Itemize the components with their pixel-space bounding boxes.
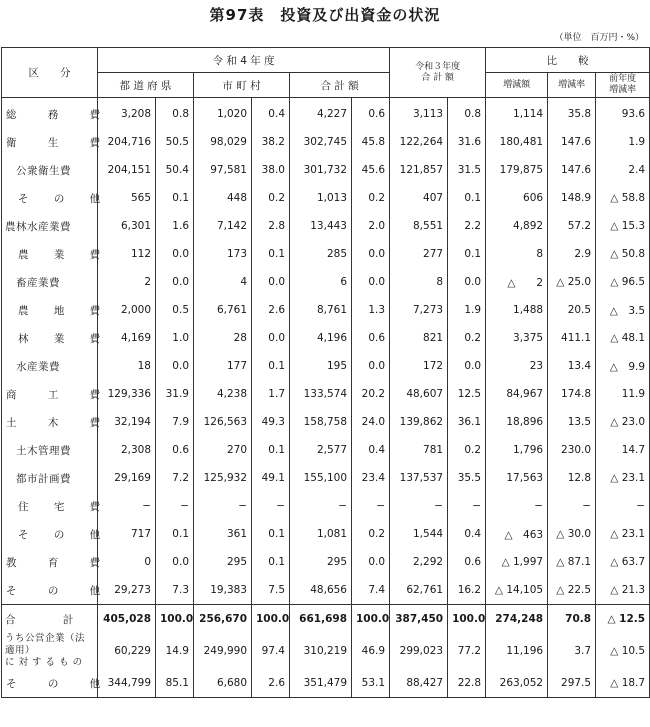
cell-value: 204,151 — [98, 156, 156, 184]
cell-value: 0.0 — [156, 240, 194, 268]
cell-value: 50.5 — [156, 128, 194, 156]
cell-value: 0.0 — [252, 324, 290, 352]
cell-value: 100.0 — [352, 605, 390, 634]
cell-value: 4,892 — [486, 212, 548, 240]
cell-value: 195 — [290, 352, 352, 380]
cell-value: 179,875 — [486, 156, 548, 184]
cell-value: 1.3 — [352, 296, 390, 324]
row-label: 合 計 — [2, 605, 98, 634]
cell-value: 1,013 — [290, 184, 352, 212]
cell-value: 13.4 — [548, 352, 596, 380]
cell-value: △ 22.5 — [548, 576, 596, 605]
row-label: 衛 生 費 — [2, 128, 98, 156]
cell-value: △ 1,997 — [486, 548, 548, 576]
cell-value: 263,052 — [486, 669, 548, 698]
cell-value: 256,670 — [194, 605, 252, 634]
cell-value: − — [156, 492, 194, 520]
cell-value: 19,383 — [194, 576, 252, 605]
cell-value: 0.4 — [252, 98, 290, 129]
cell-value: 0.6 — [352, 98, 390, 129]
cell-value: − — [252, 492, 290, 520]
cell-value: 46.9 — [352, 633, 390, 669]
cell-value: 17,563 — [486, 464, 548, 492]
cell-value: 1,488 — [486, 296, 548, 324]
cell-value: 0.2 — [352, 520, 390, 548]
table-row — [2, 408, 650, 436]
cell-value: 13.5 — [548, 408, 596, 436]
cell-value: 0.1 — [448, 184, 486, 212]
row-label: そ の 他 — [2, 576, 98, 605]
cell-value: 297.5 — [548, 669, 596, 698]
cell-value: 155,100 — [290, 464, 352, 492]
cell-value: 0.1 — [252, 436, 290, 464]
cell-value: 147.6 — [548, 128, 596, 156]
cell-value: 2.2 — [448, 212, 486, 240]
cell-value: 18,896 — [486, 408, 548, 436]
cell-value: 172 — [390, 352, 448, 380]
cell-value: 18 — [98, 352, 156, 380]
header-prev-rate: 前年度 増減率 — [596, 73, 650, 98]
cell-value: 1,081 — [290, 520, 352, 548]
cell-value: 204,716 — [98, 128, 156, 156]
cell-value: 53.1 — [352, 669, 390, 698]
cell-value: 98,029 — [194, 128, 252, 156]
cell-value: 57.2 — [548, 212, 596, 240]
cell-value: 11.9 — [596, 380, 650, 408]
cell-value: 249,990 — [194, 633, 252, 669]
cell-value: 62,761 — [390, 576, 448, 605]
cell-value: 8 — [486, 240, 548, 268]
cell-value: 821 — [390, 324, 448, 352]
cell-value: 0.1 — [252, 240, 290, 268]
header-muni: 市 町 村 — [194, 73, 290, 98]
cell-value: 20.5 — [548, 296, 596, 324]
header-r3: 令和３年度 合 計 額 — [390, 48, 486, 98]
cell-value: △ 58.8 — [596, 184, 650, 212]
table-row — [2, 464, 650, 492]
cell-value: 14.9 — [156, 633, 194, 669]
table-row — [2, 436, 650, 464]
cell-value: 2,292 — [390, 548, 448, 576]
cell-value: 12.5 — [448, 380, 486, 408]
cell-value: 6,301 — [98, 212, 156, 240]
cell-value: 48,656 — [290, 576, 352, 605]
cell-value: 781 — [390, 436, 448, 464]
header-diff: 増減額 — [486, 73, 548, 98]
cell-value: 31.5 — [448, 156, 486, 184]
cell-value: 0.0 — [156, 548, 194, 576]
cell-value: 285 — [290, 240, 352, 268]
cell-value: △ 23.1 — [596, 464, 650, 492]
cell-value: 7,273 — [390, 296, 448, 324]
cell-value: 361 — [194, 520, 252, 548]
cell-value: 0.1 — [252, 548, 290, 576]
cell-value: △ 25.0 — [548, 268, 596, 296]
row-label: 住 宅 費 — [2, 492, 98, 520]
header-total: 合 計 額 — [290, 73, 390, 98]
cell-value: 0.0 — [352, 268, 390, 296]
cell-value: 3,113 — [390, 98, 448, 129]
cell-value: 7.2 — [156, 464, 194, 492]
cell-value: △ 3.5 — [596, 296, 650, 324]
table-row — [2, 520, 650, 548]
cell-value: 277 — [390, 240, 448, 268]
row-label: 都市計画費 — [2, 464, 98, 492]
cell-value: 126,563 — [194, 408, 252, 436]
cell-value: 121,857 — [390, 156, 448, 184]
unit-note: （単位 百万円・%） — [554, 33, 644, 43]
cell-value: 1.9 — [448, 296, 486, 324]
cell-value: − — [194, 492, 252, 520]
header-category: 区 分 — [2, 48, 98, 98]
table-row — [2, 128, 650, 156]
cell-value: 295 — [194, 548, 252, 576]
cell-value: 77.2 — [448, 633, 486, 669]
cell-value: 0.1 — [156, 520, 194, 548]
table-title: 第97表 投資及び出資金の状況 — [209, 6, 441, 24]
cell-value: 100.0 — [156, 605, 194, 634]
cell-value: − — [548, 492, 596, 520]
table-row — [2, 669, 650, 698]
cell-value: 661,698 — [290, 605, 352, 634]
cell-value: △ 14,105 — [486, 576, 548, 605]
cell-value: △ 63.7 — [596, 548, 650, 576]
cell-value: 100.0 — [252, 605, 290, 634]
cell-value: 129,336 — [98, 380, 156, 408]
row-label: 水産業費 — [2, 352, 98, 380]
cell-value: 0.4 — [352, 436, 390, 464]
cell-value: 0.1 — [252, 520, 290, 548]
cell-value: 7,142 — [194, 212, 252, 240]
table-row — [2, 184, 650, 212]
cell-value: 2.0 — [352, 212, 390, 240]
cell-value: 11,196 — [486, 633, 548, 669]
cell-value: 0.0 — [352, 240, 390, 268]
cell-value: 606 — [486, 184, 548, 212]
cell-value: 45.8 — [352, 128, 390, 156]
cell-value: 23 — [486, 352, 548, 380]
cell-value: 13,443 — [290, 212, 352, 240]
cell-value: 1.9 — [596, 128, 650, 156]
cell-value: 45.6 — [352, 156, 390, 184]
cell-value: 0.2 — [448, 436, 486, 464]
cell-value: − — [596, 492, 650, 520]
cell-value: 60,229 — [98, 633, 156, 669]
cell-value: 23.4 — [352, 464, 390, 492]
cell-value: 274,248 — [486, 605, 548, 634]
row-label: うち公営企業（法適用） に 対 す る も の — [2, 633, 98, 669]
table-row — [2, 492, 650, 520]
cell-value: 6,680 — [194, 669, 252, 698]
cell-value: 0.0 — [448, 268, 486, 296]
cell-value: △ 10.5 — [596, 633, 650, 669]
cell-value: 2.6 — [252, 296, 290, 324]
table-row — [2, 605, 650, 634]
cell-value: 4,196 — [290, 324, 352, 352]
cell-value: 88,427 — [390, 669, 448, 698]
cell-value: 31.9 — [156, 380, 194, 408]
cell-value: 0.2 — [352, 184, 390, 212]
cell-value: 16.2 — [448, 576, 486, 605]
cell-value: 147.6 — [548, 156, 596, 184]
cell-value: 8,551 — [390, 212, 448, 240]
cell-value: △ 87.1 — [548, 548, 596, 576]
cell-value: 0.8 — [448, 98, 486, 129]
header-compare: 比 較 — [486, 48, 650, 73]
cell-value: 49.1 — [252, 464, 290, 492]
cell-value: 28 — [194, 324, 252, 352]
header-pref: 都 道 府 県 — [98, 73, 194, 98]
cell-value: 1,020 — [194, 98, 252, 129]
cell-value: 97,581 — [194, 156, 252, 184]
row-label: 農 地 費 — [2, 296, 98, 324]
row-label: 総 務 費 — [2, 98, 98, 129]
cell-value: 8 — [390, 268, 448, 296]
cell-value: 29,169 — [98, 464, 156, 492]
cell-value: 0.5 — [156, 296, 194, 324]
cell-value: 1.7 — [252, 380, 290, 408]
cell-value: 180,481 — [486, 128, 548, 156]
row-label: そ の 他 — [2, 669, 98, 698]
cell-value: 0.1 — [156, 184, 194, 212]
cell-value: 22.8 — [448, 669, 486, 698]
cell-value: 4,227 — [290, 98, 352, 129]
cell-value: 0.0 — [352, 352, 390, 380]
cell-value: 125,932 — [194, 464, 252, 492]
cell-value: 48,607 — [390, 380, 448, 408]
cell-value: 0.1 — [252, 352, 290, 380]
cell-value: 1,796 — [486, 436, 548, 464]
cell-value: 2.6 — [252, 669, 290, 698]
row-label: 畜産業費 — [2, 268, 98, 296]
cell-value: 1.0 — [156, 324, 194, 352]
cell-value: 7.9 — [156, 408, 194, 436]
row-label: 農林水産業費 — [2, 212, 98, 240]
cell-value: 301,732 — [290, 156, 352, 184]
header-r4: 令 和 4 年 度 — [98, 48, 390, 73]
cell-value: 717 — [98, 520, 156, 548]
cell-value: 36.1 — [448, 408, 486, 436]
cell-value: 302,745 — [290, 128, 352, 156]
cell-value: 310,219 — [290, 633, 352, 669]
cell-value: 35.5 — [448, 464, 486, 492]
row-label: 教 育 費 — [2, 548, 98, 576]
cell-value: 2 — [98, 268, 156, 296]
cell-value: △ 23.0 — [596, 408, 650, 436]
cell-value: 139,862 — [390, 408, 448, 436]
cell-value: 565 — [98, 184, 156, 212]
cell-value: 0.6 — [352, 324, 390, 352]
cell-value: △ 50.8 — [596, 240, 650, 268]
cell-value: △ 21.3 — [596, 576, 650, 605]
cell-value: 137,537 — [390, 464, 448, 492]
cell-value: 35.8 — [548, 98, 596, 129]
cell-value: 7.4 — [352, 576, 390, 605]
cell-value: △ 96.5 — [596, 268, 650, 296]
cell-value: 31.6 — [448, 128, 486, 156]
cell-value: 2.4 — [596, 156, 650, 184]
cell-value: 1,114 — [486, 98, 548, 129]
cell-value: 2,308 — [98, 436, 156, 464]
cell-value: 299,023 — [390, 633, 448, 669]
cell-value: 0.6 — [156, 436, 194, 464]
cell-value: 122,264 — [390, 128, 448, 156]
cell-value: 112 — [98, 240, 156, 268]
cell-value: 100.0 — [448, 605, 486, 634]
table-row — [2, 296, 650, 324]
cell-value: 158,758 — [290, 408, 352, 436]
cell-value: 12.8 — [548, 464, 596, 492]
cell-value: 70.8 — [548, 605, 596, 634]
cell-value: 29,273 — [98, 576, 156, 605]
table-row — [2, 633, 650, 669]
cell-value: 0 — [98, 548, 156, 576]
table-row — [2, 324, 650, 352]
cell-value: 407 — [390, 184, 448, 212]
cell-value: 50.4 — [156, 156, 194, 184]
cell-value: 387,450 — [390, 605, 448, 634]
cell-value: 174.8 — [548, 380, 596, 408]
cell-value: − — [390, 492, 448, 520]
cell-value: 0.4 — [448, 520, 486, 548]
cell-value: 3.7 — [548, 633, 596, 669]
cell-value: 2,577 — [290, 436, 352, 464]
cell-value: − — [448, 492, 486, 520]
cell-value: 133,574 — [290, 380, 352, 408]
cell-value: 405,028 — [98, 605, 156, 634]
row-label: 公衆衛生費 — [2, 156, 98, 184]
cell-value: 1.6 — [156, 212, 194, 240]
cell-value: 173 — [194, 240, 252, 268]
cell-value: 2.9 — [548, 240, 596, 268]
table-row — [2, 548, 650, 576]
cell-value: 1,544 — [390, 520, 448, 548]
cell-value: 0.0 — [352, 548, 390, 576]
row-label: そ の 他 — [2, 520, 98, 548]
cell-value: 148.9 — [548, 184, 596, 212]
cell-value: 6,761 — [194, 296, 252, 324]
cell-value: 411.1 — [548, 324, 596, 352]
row-label: 農 業 費 — [2, 240, 98, 268]
cell-value: △ 48.1 — [596, 324, 650, 352]
cell-value: 49.3 — [252, 408, 290, 436]
cell-value: 0.0 — [448, 352, 486, 380]
row-label: 商 工 費 — [2, 380, 98, 408]
cell-value: 0.8 — [156, 98, 194, 129]
cell-value: 2.8 — [252, 212, 290, 240]
cell-value: 7.5 — [252, 576, 290, 605]
cell-value: 295 — [290, 548, 352, 576]
cell-value: 0.1 — [448, 240, 486, 268]
cell-value: 7.3 — [156, 576, 194, 605]
cell-value: △ 15.3 — [596, 212, 650, 240]
cell-value: 4 — [194, 268, 252, 296]
table-row — [2, 98, 650, 129]
cell-value: △ 9.9 — [596, 352, 650, 380]
cell-value: 38.0 — [252, 156, 290, 184]
cell-value: 4,238 — [194, 380, 252, 408]
cell-value: 4,169 — [98, 324, 156, 352]
cell-value: − — [486, 492, 548, 520]
cell-value: 97.4 — [252, 633, 290, 669]
cell-value: 0.6 — [448, 548, 486, 576]
cell-value: 3,208 — [98, 98, 156, 129]
table-row — [2, 268, 650, 296]
cell-value: 38.2 — [252, 128, 290, 156]
table-row — [2, 352, 650, 380]
cell-value: 0.0 — [252, 268, 290, 296]
cell-value: △ 12.5 — [596, 605, 650, 634]
table-row — [2, 240, 650, 268]
row-label: 林 業 費 — [2, 324, 98, 352]
header-rate: 増減率 — [548, 73, 596, 98]
cell-value: − — [98, 492, 156, 520]
cell-value: △ 463 — [486, 520, 548, 548]
table-row — [2, 380, 650, 408]
cell-value: 230.0 — [548, 436, 596, 464]
cell-value: 8,761 — [290, 296, 352, 324]
row-label: 土木管理費 — [2, 436, 98, 464]
table-row — [2, 576, 650, 605]
table-body — [2, 98, 650, 698]
cell-value: 0.0 — [156, 352, 194, 380]
row-label: そ の 他 — [2, 184, 98, 212]
table-row — [2, 212, 650, 240]
cell-value: △ 30.0 — [548, 520, 596, 548]
cell-value: 351,479 — [290, 669, 352, 698]
cell-value: 85.1 — [156, 669, 194, 698]
cell-value: △ 23.1 — [596, 520, 650, 548]
cell-value: 344,799 — [98, 669, 156, 698]
cell-value: △ 2 — [486, 268, 548, 296]
cell-value: 6 — [290, 268, 352, 296]
cell-value: 270 — [194, 436, 252, 464]
cell-value: 20.2 — [352, 380, 390, 408]
cell-value: 84,967 — [486, 380, 548, 408]
cell-value: 14.7 — [596, 436, 650, 464]
cell-value: 0.0 — [156, 268, 194, 296]
cell-value: 448 — [194, 184, 252, 212]
row-label: 土 木 費 — [2, 408, 98, 436]
cell-value: 177 — [194, 352, 252, 380]
table-row — [2, 156, 650, 184]
cell-value: 3,375 — [486, 324, 548, 352]
cell-value: 0.2 — [252, 184, 290, 212]
cell-value: 2,000 — [98, 296, 156, 324]
cell-value: − — [290, 492, 352, 520]
cell-value: 24.0 — [352, 408, 390, 436]
cell-value: 32,194 — [98, 408, 156, 436]
investment-table — [1, 47, 650, 698]
cell-value: 93.6 — [596, 98, 650, 129]
cell-value: △ 18.7 — [596, 669, 650, 698]
cell-value: − — [352, 492, 390, 520]
cell-value: 0.2 — [448, 324, 486, 352]
